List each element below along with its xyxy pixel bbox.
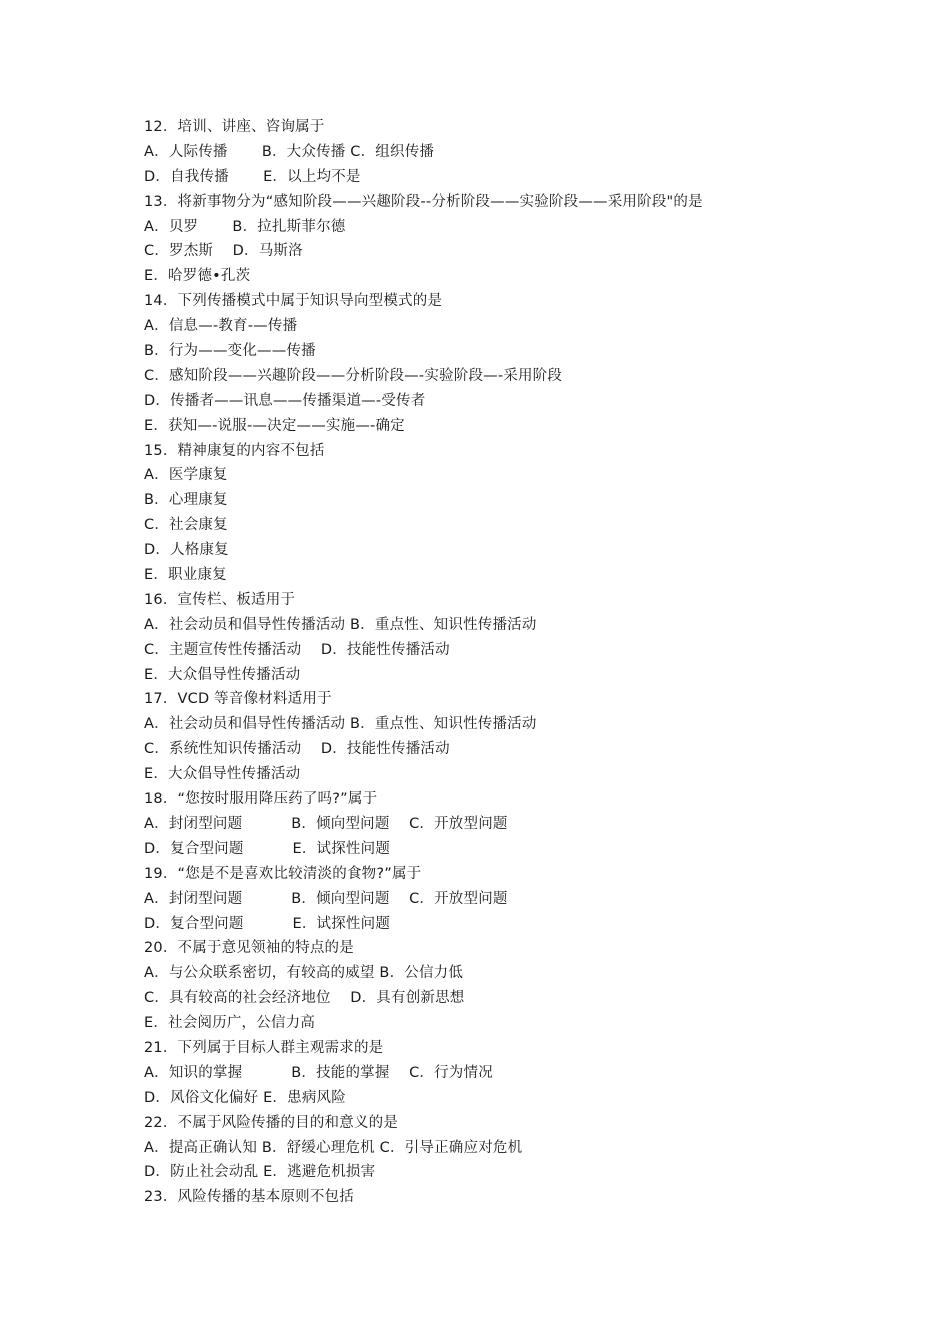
question-19-options-de: D．复合型问题 E．试探性问题 xyxy=(144,915,391,932)
question-20-option-e: E．社会阅历广，公信力高 xyxy=(144,1015,316,1032)
question-15-option-c: C．社会康复 xyxy=(144,517,228,534)
question-12-stem: 12．培训、讲座、咨询属于 xyxy=(144,119,325,135)
question-15-option-a: A．医学康复 xyxy=(144,467,228,484)
question-15-option-d: D．人格康复 xyxy=(144,542,229,559)
question-13-options-cd: C．罗杰斯 D．马斯洛 xyxy=(144,243,303,260)
question-14-option-a: A．信息—-教育-—传播 xyxy=(144,318,298,335)
question-13-stem: 13．将新事物分为“感知阶段——兴趣阶段--分析阶段——实验阶段——采用阶段"的是 xyxy=(144,193,703,210)
question-17-options-ab: A．社会动员和倡导性传播活动 B．重点性、知识性传播活动 xyxy=(144,716,537,733)
question-16-options-ab: A．社会动员和倡导性传播活动 B．重点性、知识性传播活动 xyxy=(144,616,537,633)
question-16-option-e: E．大众倡导性传播活动 xyxy=(144,666,301,683)
question-22-options-de: D．防止社会动乱 E．逃避危机损害 xyxy=(144,1164,376,1181)
question-21-options-abc: A．知识的掌握 B．技能的掌握 C．行为情况 xyxy=(144,1064,493,1081)
question-14-option-e: E．获知—-说服-—决定——实施—-确定 xyxy=(144,417,405,434)
question-12-options-abc: A．人际传播 B．大众传播 C．组织传播 xyxy=(144,143,435,160)
question-20-stem: 20．不属于意见领袖的特点的是 xyxy=(144,940,354,957)
question-13-option-e: E．哈罗德•孔茨 xyxy=(144,268,251,285)
question-14-option-b: B．行为——变化——传播 xyxy=(144,343,316,360)
question-23-stem: 23．风险传播的基本原则不包括 xyxy=(144,1189,354,1206)
question-20-options-cd: C．具有较高的社会经济地位 D．具有创新思想 xyxy=(144,990,465,1007)
question-19-stem: 19．“您是不是喜欢比较清淡的食物?”属于 xyxy=(144,865,422,882)
question-17-stem: 17．VCD 等音像材料适用于 xyxy=(144,691,332,708)
question-13-options-ab: A．贝罗 B．拉扎斯菲尔德 xyxy=(144,218,346,235)
question-15-stem: 15．精神康复的内容不包括 xyxy=(144,442,325,459)
question-17-option-e: E．大众倡导性传播活动 xyxy=(144,766,301,783)
question-15-option-b: B．心理康复 xyxy=(144,492,228,509)
question-12-options-de: D．自我传播 E．以上均不是 xyxy=(144,168,361,185)
question-14-stem: 14．下列传播模式中属于知识导向型模式的是 xyxy=(144,293,443,310)
question-17-options-cd: C．系统性知识传播活动 D．技能性传播活动 xyxy=(144,741,450,758)
question-22-stem: 22．不属于风险传播的目的和意义的是 xyxy=(144,1114,399,1131)
question-18-options-abc: A．封闭型问题 B．倾向型问题 C．开放型问题 xyxy=(144,815,508,832)
document-page xyxy=(144,115,904,1210)
question-14-option-c: C．感知阶段——兴趣阶段——分析阶段—-实验阶段—-采用阶段 xyxy=(144,367,563,384)
question-21-stem: 21．下列属于目标人群主观需求的是 xyxy=(144,1039,384,1056)
question-16-stem: 16．宣传栏、板适用于 xyxy=(144,591,296,608)
question-18-stem: 18．“您按时服用降压药了吗?”属于 xyxy=(144,791,378,808)
question-20-options-ab: A．与公众联系密切，有较高的威望 B．公信力低 xyxy=(144,965,464,982)
question-15-option-e: E．职业康复 xyxy=(144,567,227,584)
question-19-options-abc: A．封闭型问题 B．倾向型问题 C．开放型问题 xyxy=(144,890,508,907)
question-16-options-cd: C．主题宣传性传播活动 D．技能性传播活动 xyxy=(144,641,450,658)
question-21-options-de: D．风俗文化偏好 E．患病风险 xyxy=(144,1089,346,1106)
question-22-options-abc: A．提高正确认知 B．舒缓心理危机 C．引导正确应对危机 xyxy=(144,1139,523,1156)
question-14-option-d: D．传播者——讯息——传播渠道—-受传者 xyxy=(144,392,426,409)
question-18-options-de: D．复合型问题 E．试探性问题 xyxy=(144,840,391,857)
